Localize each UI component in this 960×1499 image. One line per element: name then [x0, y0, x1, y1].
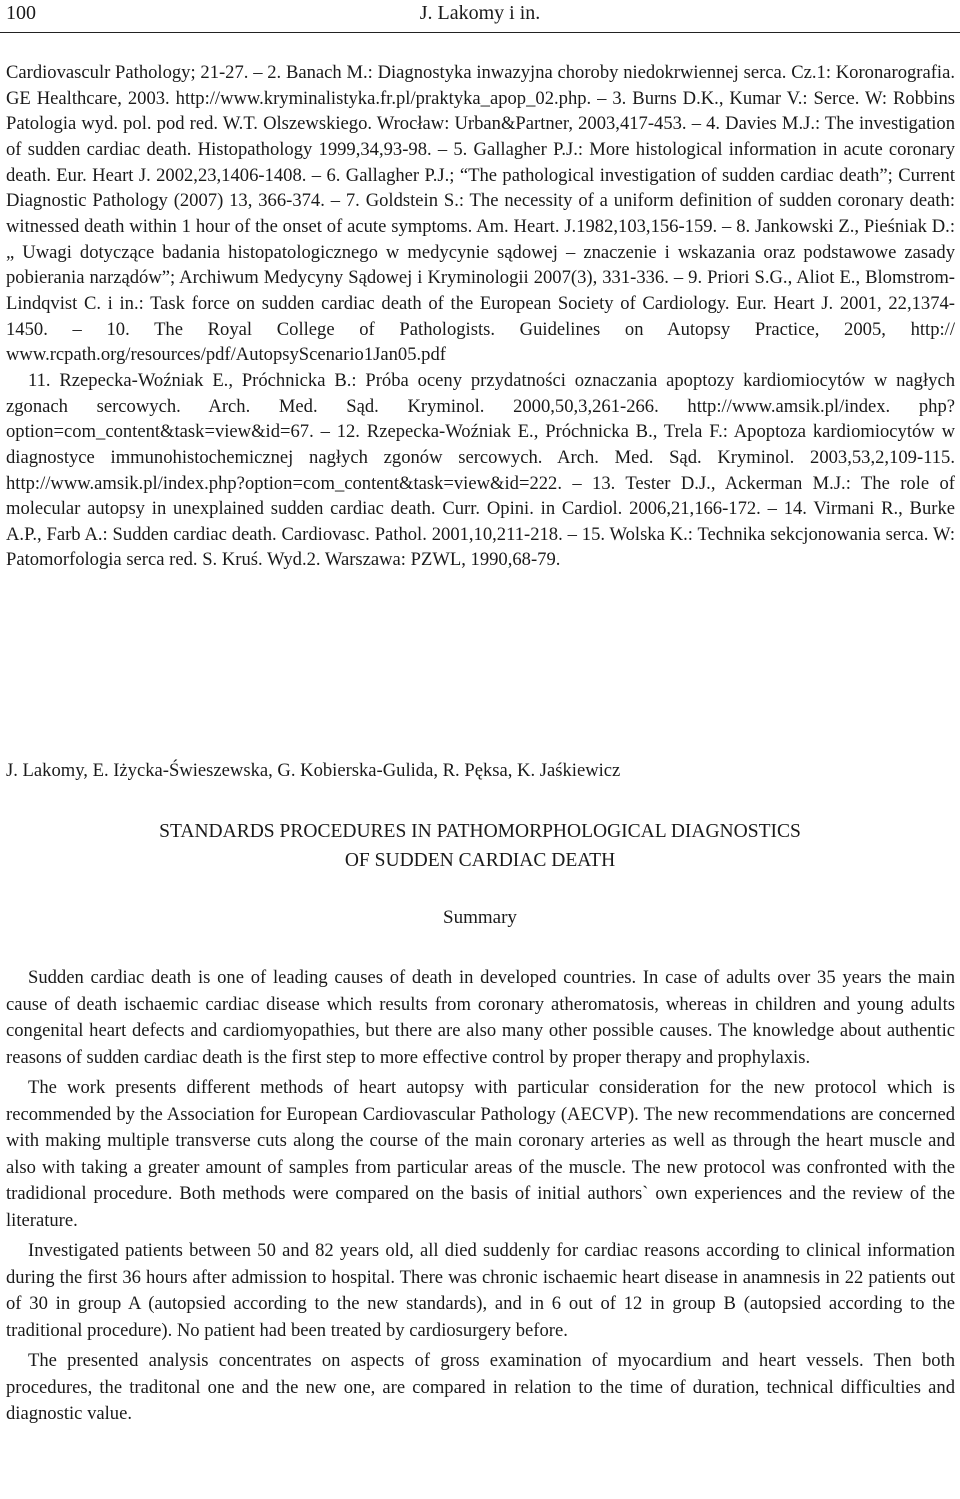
summary-paragraph: The work presents different methods of heart autopsy with particular consideration for the new protocol which is recommended by the Association for European Cardiovascular Pathology (AECVP). The new recommendations are concerned with making multiple transverse cuts along the course of the main coronary arteries as well as through the heart muscle and also with taking a greater amount of samples from particular areas of the muscle. The new protocol was confronted with the tradidional procedure. Both methods were compared on the basis of initial authors` own experiences and the review of the literature. [6, 1077, 955, 1231]
article-authors: J. Lakomy, E. Iżycka-Świeszewska, G. Kobierska-Gulida, R. Pęksa, K. Jaśkiewicz [6, 760, 621, 781]
reference-paragraph: Cardiovasculr Pathology; 21-27. – 2. Banach M.: Diagnostyka inwazyjna choroby niedokrwiennej serca. Cz.1: Koronarografia. GE Healthcare, 2003. http://www.kryminalistyka.fr.pl/praktyka_apop_02.php. – 3. Burns D.K., Kumar V.: Serce. W: Robbins Patologia wyd. pol. pod red. W.T. Olszewskiego. Wrocław: Urban&Partner, 2003,417-453. – 4. Davies M.J.: The investigation of sudden cardiac death. Histopathology 1999,34,93-98. – 5. Gallagher P.J.: More histological information in acute coronary death. Eur. Heart J. 2002,23,1406-1408. – 6. Gallagher P.J.; “The pathological investigation of sudden cardiac death”; Current Diagnostic Pathology (2007) 13, 366-374. – 7. Goldstein S.: The necessity of a uniform definition of sudden coronary death: witnessed death within 1 hour of the onset of acute symptoms. Am. Heart. J.1982,103,156-159. – 8. Jankowski Z., Pieśniak D.: „ Uwagi dotyczące badania histopatologicznego w medycynie sądowej – znaczenie i wskazania oraz podstawowe zasady pobierania narządów”; Archiwum Medycyny Sądowej i Kryminologii 2007(3), 331-336. – 9. Priori S.G., Aliot E., Blomstrom-Lindqvist C. i in.: Task force on sudden cardiac death of the European Society of Cardiology. Eur. Heart J. 2001, 22,1374-1450. – 10. The Royal College of Pathologists. Guidelines on Autopsy Practice, 2005, http:// www.rcpath.org/resources/pdf/AutopsyScenario1Jan05.pdf [6, 62, 955, 366]
reference-paragraph: 11. Rzepecka-Woźniak E., Próchnicka B.: Próba oceny przydatności oznaczania apoptozy kardiomiocytów w nagłych zgonach sercowych. Arch. Med. Sąd. Kryminol. 2000,50,3,261-266. http://www.amsik.pl/index. php?option=com_content&task=view&id=67. – 12. Rzepecka-Woźniak E., Próchnicka B., Trela F.: Apoptoza kardiomiocytów w diagnostyce immunohistochemicznej nagłych zgonów sercowych. Arch. Med. Sąd. Kryminol. 2003,53,2,109-115. http://www.amsik.pl/index.php?option=com_content&task=view&id=222. – 13. Tester D.J., Ackerman M.J.: The role of molecular autopsy in unexplained sudden cardiac death. Curr. Opini. in Cardiol. 2006,21,166-172. – 14. Virmani R., Burke A.P., Farb A.: Sudden cardiac death. Cardiovasc. Pathol. 2001,10,211-218. – 15. Wolska K.: Technika sekcjonowania serca. W: Patomorfologia serca red. S. Kruś. Wyd.2. Warszawa: PZWL, 1990,68-79. [6, 369, 955, 571]
running-head: J. Lakomy i in. [419, 2, 541, 24]
summary-heading: Summary [443, 907, 517, 928]
summary-paragraph: Sudden cardiac death is one of leading causes of death in developed countries. In case of adults over 35 years the main cause of death ischaemic cardiac disease which results from coronary atheromatosis, whereas in children and young adults congenital heart defects and cardiomyopathies, but there are also many other possible causes. The knowledge about authentic reasons of sudden cardiac death is the first step to more effective control by proper therapy and prophylaxis. [6, 967, 955, 1068]
article-title [0, 818, 960, 875]
page-number: 100 [6, 2, 36, 24]
references-list [6, 60, 955, 573]
page-header [0, 0, 960, 34]
title-line: STANDARDS PROCEDURES IN PATHOMORPHOLOGICAL DIAGNOSTICS [159, 821, 801, 842]
header-rule [0, 32, 960, 33]
summary-paragraph: Investigated patients between 50 and 82 years old, all died suddenly for cardiac reasons according to clinical information during the first 36 hours after admission to hospital. There was chronic ischaemic heart disease in anamnesis in 22 patients out of 30 in group A (autopsied according to the new standards), and in 6 out of 12 in group B (autopsied according to the traditional procedure). No patient had been treated by cardiosurgery before. [6, 1240, 955, 1341]
title-line: OF SUDDEN CARDIAC DEATH [344, 849, 616, 871]
summary-body [6, 965, 955, 1428]
summary-paragraph: The presented analysis concentrates on aspects of gross examination of myocardium and heart vessels. Then both procedures, the traditonal one and the new one, are compared in relation to the time of duration, technical difficulties and diagnostic value. [6, 1350, 955, 1424]
